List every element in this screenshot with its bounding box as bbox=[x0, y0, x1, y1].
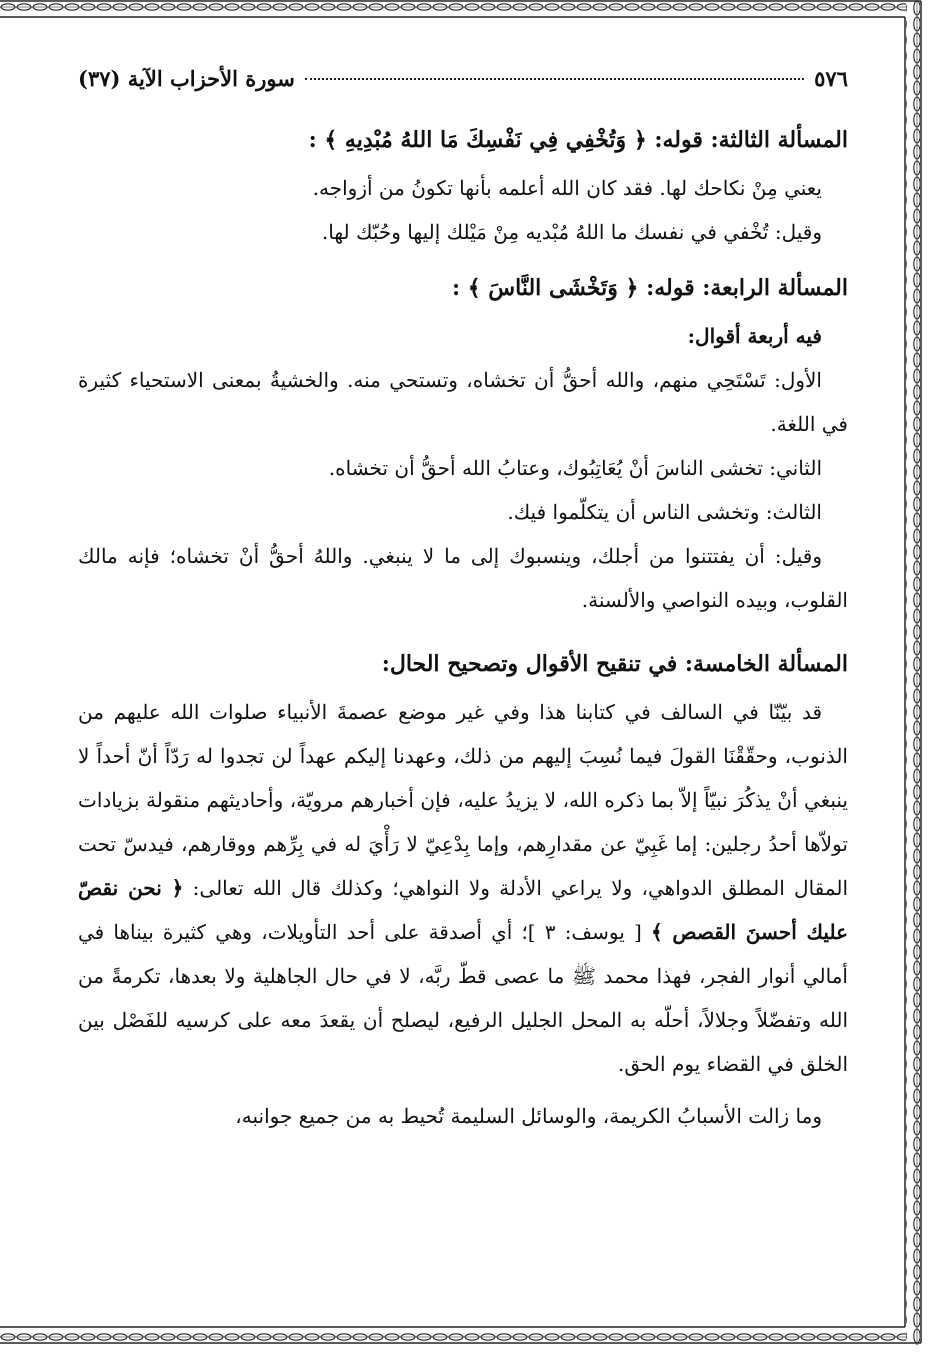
heading-3-prefix: المسألة الثالثة: قوله: bbox=[654, 127, 848, 153]
section-heading-5: المسألة الخامسة: في تنقيح الأقوال وتصحيح الحال: bbox=[381, 651, 848, 677]
paragraph: وقيل: تُخْفي في نفسك ما اللهُ مُبْديه مِنْ مَيْلك إليها وحُبّك لها. bbox=[321, 220, 822, 244]
heading-4-prefix: المسألة الرابعة: قوله: bbox=[646, 275, 848, 301]
paragraph: يعني مِنْ نكاحك لها. فقد كان الله أعلمه بأنها تكونُ من أزواجه. bbox=[312, 176, 822, 200]
page-number: ٥٧٦ bbox=[814, 66, 848, 91]
paragraph-text: [ يوسف: ٣ ]؛ أي أصدقة على أحد التأويلات، وهي كثيرة بيناها في أمالي أنوار الفجر، فهذا محمد ﷺ ما عصى قطّ ربَّه، لا في حال الجاهلية ولا بعدها، تكرمةً من الله وتفضّلاً وجلالاً، أحلّه به المحل الجليل الرفيع، ليصلح أن يقعدَ معه على كرسيه للفَصْل بين الخلق في القضاء يوم الحق. bbox=[78, 920, 848, 1076]
paragraph-intro: فيه أربعة أقوال: bbox=[687, 324, 822, 348]
paragraph: وما زالت الأسبابُ الكريمة، والوسائل السليمة تُحيط به من جميع جوانبه، bbox=[235, 1104, 822, 1128]
heading-3-quote: ﴿ وَتُخْفِي فِي نَفْسِكَ مَا اللهُ مُبْدِيهِ ﴾ : bbox=[308, 127, 647, 153]
paragraph: وقيل: أن يفتتنوا من أجلك، وينسبوك إلى ما لا ينبغي. واللهُ أحقُّ أنْ تخشاه؛ فإنه مالك القلوب، وبيده النواصي والألسنة. bbox=[78, 544, 848, 612]
header-dotted-leader bbox=[305, 78, 804, 80]
paragraph bbox=[78, 690, 848, 1086]
quran-quote: ﴿ نحن نقصّ عليك أحسنَ القصص ﴾ bbox=[78, 876, 849, 944]
paragraph: الثالث: وتخشى الناس أن يتكلّموا فيك. bbox=[507, 500, 822, 524]
surah-title: سورة الأحزاب الآية (٣٧) bbox=[78, 66, 295, 91]
page-header bbox=[78, 66, 848, 106]
paragraph-text: قد بيّنّا في السالف في كتابنا هذا وفي غير موضع عصمةَ الأنبياء صلوات الله عليهم من الذنوب، وحقّقْنَا القولَ فيما نُسِبَ إليهم من ذلك، وعهدنا إليكم عهداً لن تجدوا له رَدّاً أنّ أحداً لا ينبغي أنْ يذكُرَ نبيّاً إلاّ بما ذكره الله، لا يزيدُ عليه، فإن أخبارهم مرويّة، وأحاديثهم منقولة بزيادات تولاّها أحدُ رجلين: إما غَبِيّ عن مقدارِهم، وإما بِدْعِيّ لا رَأْيَ له في بِرِّهم ووقارهم، فيدسّ تحت المقال المطلق الدواهي، ولا يراعي الأدلة ولا النواهي؛ وكذلك قال الله تعالى: bbox=[78, 700, 849, 900]
section-heading-4 bbox=[78, 268, 848, 308]
paragraph: الأول: تَسْتَحِي منهم، والله أحقُّ أن تخشاه، وتستحي منه. والخشيةُ بمعنى الاستحياء كثيرة في اللغة. bbox=[78, 368, 848, 436]
heading-4-quote: ﴿ وَتَخْشَى النَّاسَ ﴾ : bbox=[451, 275, 639, 301]
page-content bbox=[78, 66, 848, 1138]
section-heading-3 bbox=[78, 120, 848, 160]
paragraph: الثاني: تخشى الناسَ أنْ يُعَاتِبُوك، وعتابُ الله أحقُّ أن تخشاه. bbox=[328, 456, 822, 480]
